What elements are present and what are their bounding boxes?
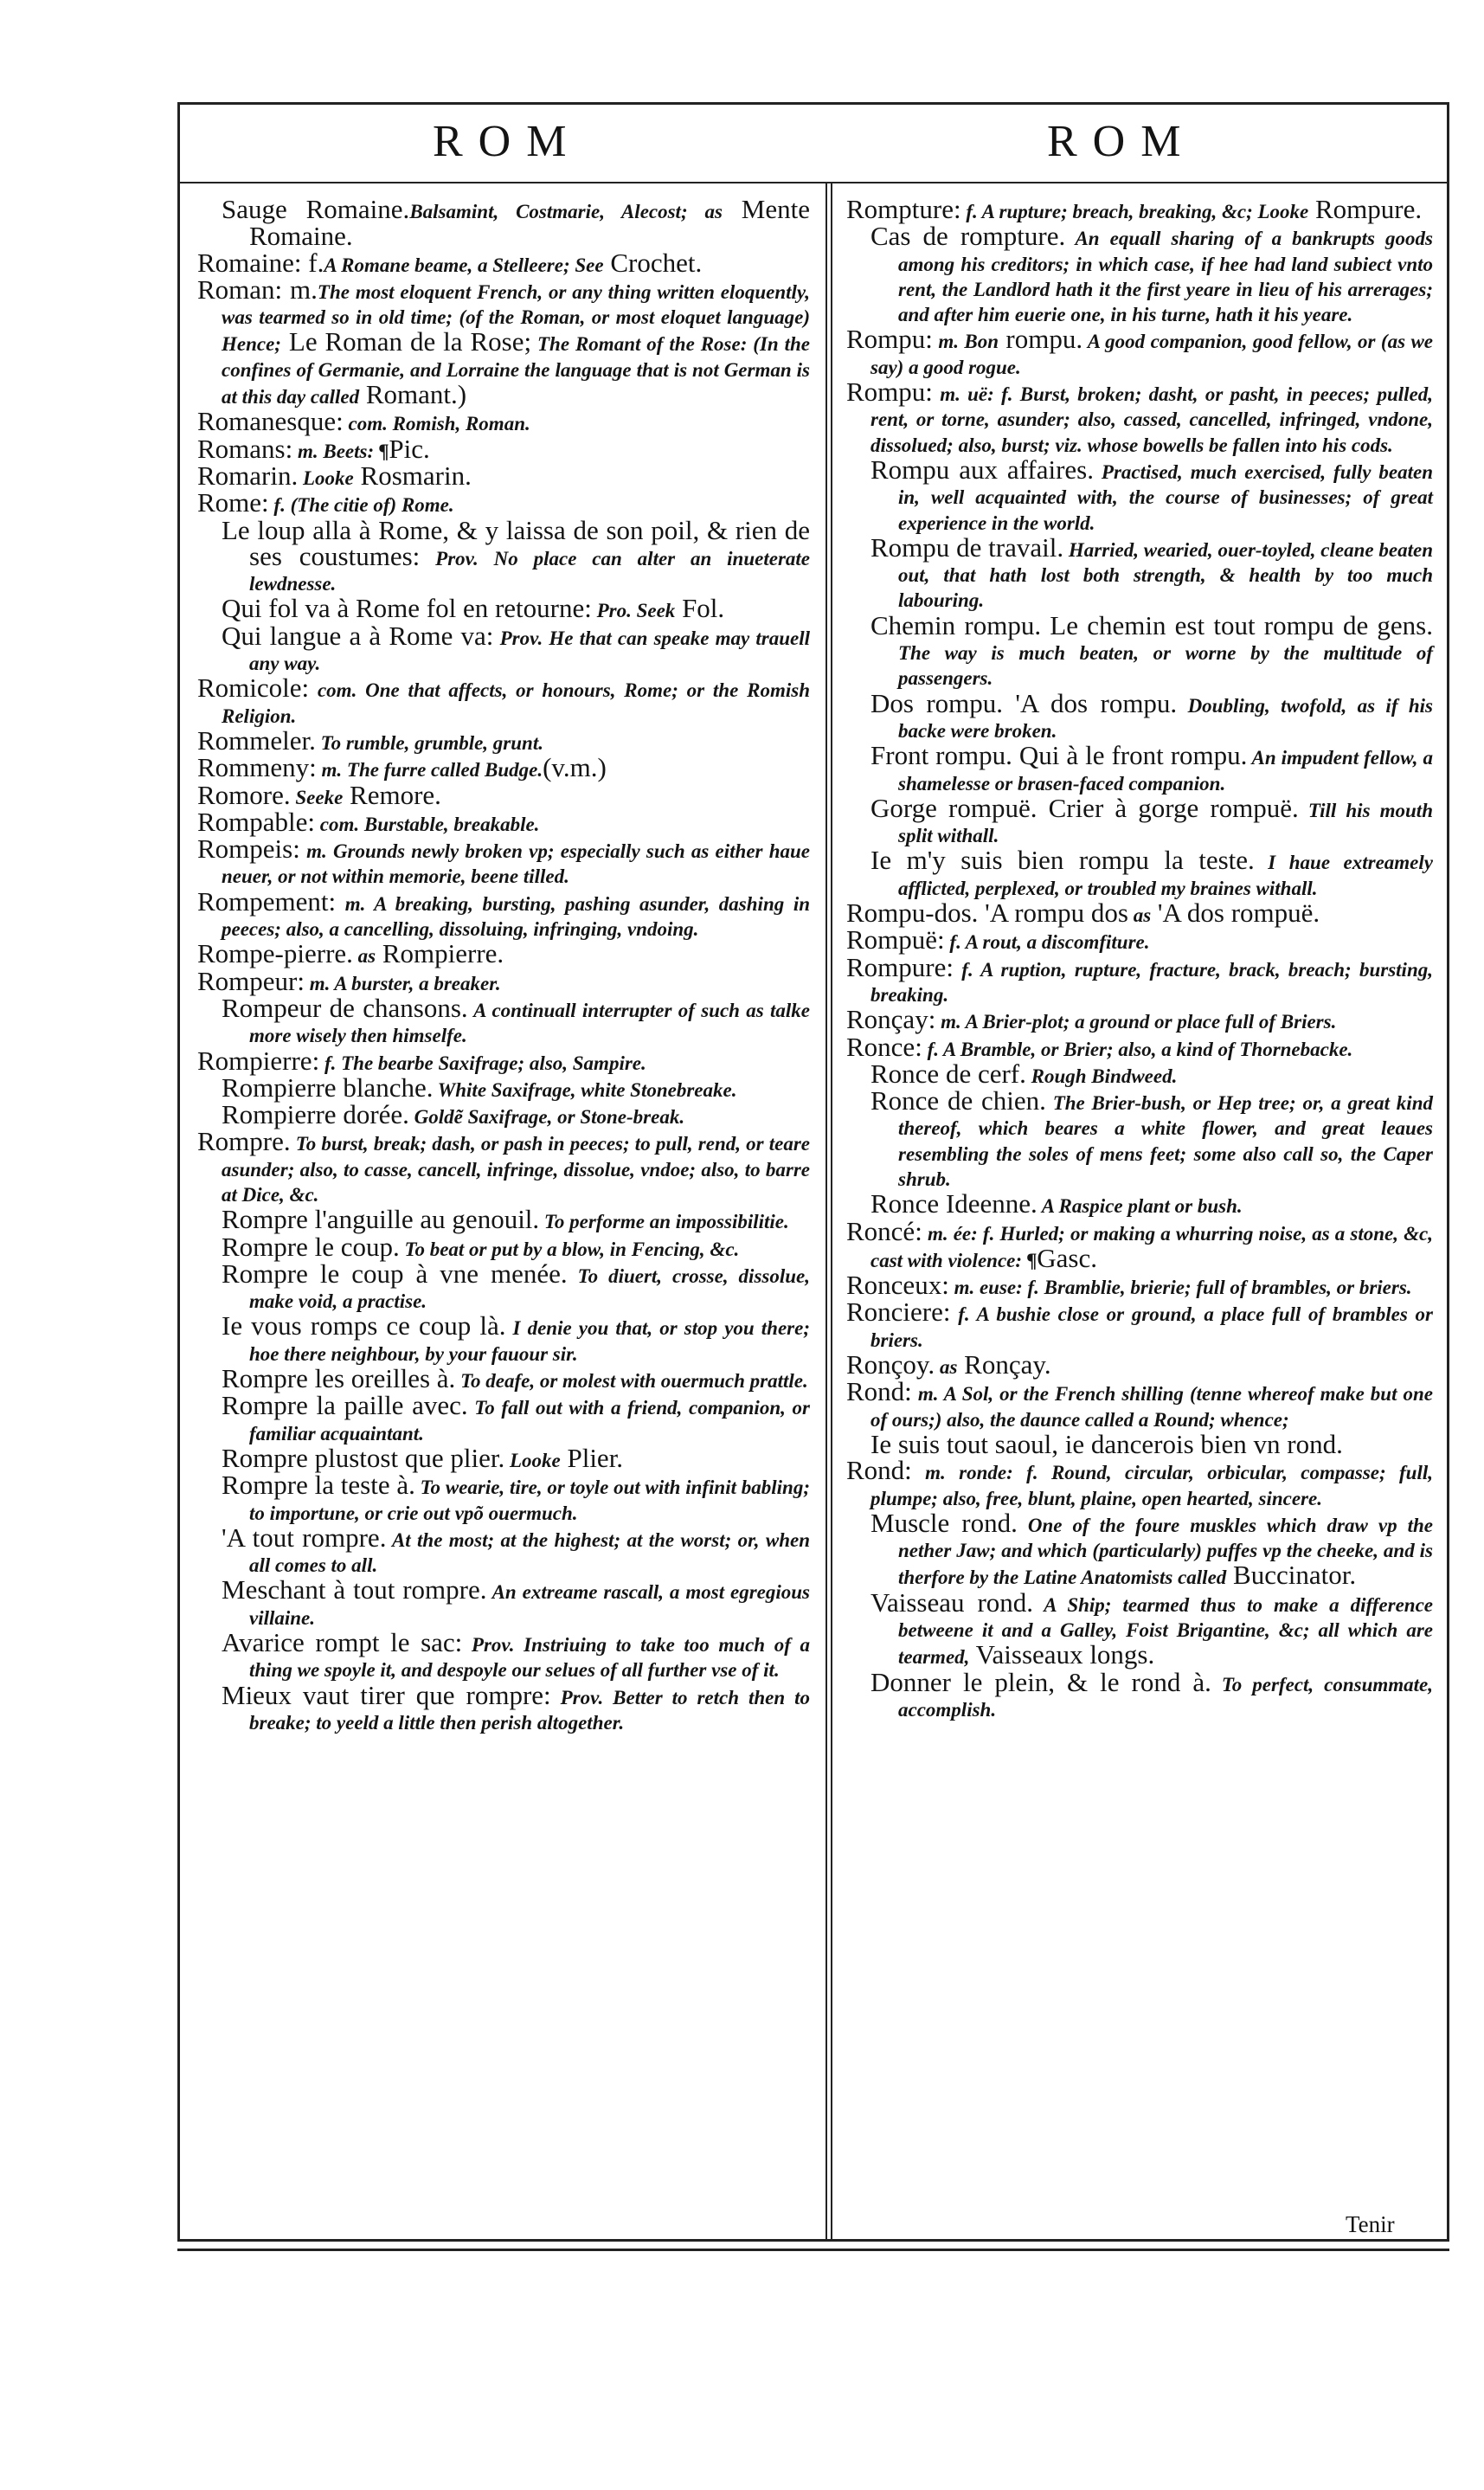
definition: Till his mouth split withall. — [898, 799, 1433, 847]
headword: Mieux vaut tirer que rompre: — [222, 1679, 551, 1710]
headword: Rompierre dorée. — [222, 1099, 409, 1130]
headword: Rompable: — [197, 806, 316, 837]
entry-text: Rosmarin. — [353, 460, 472, 491]
headword: Rompu aux affaires. — [870, 454, 1094, 485]
entry-text: Fol. — [675, 593, 725, 624]
dictionary-entry — [846, 1507, 1433, 1591]
entry-text: Mente Romaine. — [249, 194, 811, 252]
headword: Rome: — [197, 487, 269, 518]
headword: Rompuë: — [846, 924, 945, 955]
headword: Romaine: f. — [197, 247, 324, 278]
headword: Rompeis: — [197, 833, 300, 865]
dictionary-entry — [846, 454, 1433, 536]
headword: Rompre la teste à. — [222, 1470, 415, 1501]
headword: Ronce Ideenne. — [870, 1188, 1038, 1219]
dictionary-entry — [197, 514, 811, 597]
headword: Qui fol va à Rome fol en retourne: — [222, 593, 592, 624]
definition: as — [935, 1356, 958, 1379]
headword: Ronceux: — [846, 1270, 949, 1301]
dictionary-entry — [846, 1586, 1433, 1670]
definition: Looke — [504, 1449, 561, 1471]
definition: Practised, much exercised, fully beaten in, well acquainted with, the course of businesses; of great experience in the world. — [898, 460, 1433, 534]
definition: To deafe, or molest with ouermuch prattle. — [455, 1370, 808, 1393]
definition: At the most; at the highest; at the worst; or, when all comes to all. — [249, 1528, 810, 1577]
headword: Ie suis tout saoul, ie dancerois bien vn rond. — [870, 1428, 1343, 1459]
definition: Pro. Seek — [591, 600, 676, 622]
definition: m. ronde: f. Round, circular, orbicular, compasse; full, plumpe; also, free, blunt, plaine, open hearted, sincere. — [870, 1462, 1433, 1509]
definition: A good companion, good fellow, or (as we say) a good rogue. — [870, 331, 1433, 378]
entry-text: Vaisseaux longs. — [969, 1639, 1155, 1670]
headword: Ronçay: — [846, 1004, 936, 1035]
definition: f. A rupture; breach, breaking, &c; Looke — [960, 201, 1309, 222]
headword: Romanesque: — [197, 406, 344, 437]
definition: The most eloquent French, or any thing written eloquently, was tearmed so in old time; (of the Roman, or most eloquet language) Hence; — [222, 280, 811, 356]
entry-text: Ronçay. — [957, 1349, 1051, 1380]
entry-text: Plier. — [560, 1442, 624, 1473]
dictionary-entry — [846, 687, 1433, 744]
entry-text: Crochet. — [603, 247, 703, 278]
definition: f. A bushie close or ground, a place full of brambles or briers. — [870, 1303, 1433, 1351]
entry-text: Pic. — [389, 433, 430, 464]
definition: f. A ruption, rupture, fracture, brack, breach; bursting, breaking. — [870, 958, 1433, 1006]
definition: com. Romish, Roman. — [343, 413, 530, 435]
dictionary-entry — [846, 1188, 1433, 1219]
headword: Ronce: — [846, 1031, 922, 1062]
headword: Rompre la paille avec. — [222, 1390, 468, 1421]
headword: Rompure: — [846, 951, 954, 982]
headword: Rond: — [846, 1376, 912, 1407]
headword: Rommeler. — [197, 724, 316, 756]
headword: Vaisseau rond. — [870, 1586, 1034, 1618]
definition: com. One that affects, or honours, Rome; or the Romish Religion. — [222, 679, 810, 727]
headword: Donner le plein, & le rond à. — [870, 1666, 1211, 1697]
catchword: Tenir — [1346, 2211, 1395, 2237]
headword: Rompre plustost que plier. — [222, 1442, 505, 1473]
entry-text: (v.m.) — [543, 752, 607, 783]
entry-text: Gasc. — [1037, 1242, 1098, 1273]
definition: m. A Sol, or the French shilling (tenne whereof make but one of ours;) also, the daunce called a Round; whence; — [870, 1383, 1433, 1431]
definition: m. euse: f. Bramblie, brierie; full of brambles, or briers. — [948, 1277, 1412, 1299]
definition: Doubling, twofold, as if his backe were broken. — [898, 694, 1433, 742]
headword: Roncé: — [846, 1215, 922, 1246]
definition: A Romane beame, a Stelleere; See — [324, 254, 604, 276]
column-divider — [826, 183, 832, 2242]
entry-text: 'A dos rompuë. — [1151, 898, 1320, 929]
dictionary-entry — [846, 1666, 1433, 1723]
definition: Prov. Instriuing to take too much of a thing we spoyle it, and despoyle our selues of all further vse of it. — [249, 1634, 810, 1682]
header-rule — [177, 182, 1449, 183]
headword: Ronciere: — [846, 1296, 951, 1328]
headword: Rompeur: — [197, 965, 305, 996]
headword: Romarin. — [197, 460, 299, 491]
definition: The way is much beaten, or worne by the multitude of passengers. — [898, 642, 1433, 690]
dictionary-entry — [846, 1296, 1433, 1353]
definition: An extreame rascall, a most egregious villaine. — [249, 1581, 810, 1629]
headword: Ronce de cerf. — [870, 1058, 1026, 1089]
dictionary-entry — [846, 1085, 1433, 1192]
definition: as — [1127, 904, 1152, 927]
entry-text: Le Roman de la Rose; — [280, 326, 532, 357]
headword: Rompre l'anguille au genouil. — [222, 1204, 540, 1235]
headword: Ronce de chien. — [870, 1085, 1046, 1116]
definition: A continuall interrupter of such as talke more wisely then himselfe. — [249, 999, 810, 1047]
headword: Cas de rompture. — [870, 221, 1066, 252]
left-column — [197, 194, 811, 1735]
definition: Seeke — [290, 786, 344, 808]
headword: Rompre. — [197, 1126, 291, 1157]
entry-text: Remore. — [343, 779, 441, 810]
definition: Prov. No place can alter an inueterate lewdnesse. — [249, 547, 811, 595]
dictionary-entry — [197, 1258, 810, 1315]
dictionary-entry — [846, 1428, 1433, 1459]
headword: Rompre le coup. — [222, 1231, 400, 1262]
headword: Avarice rompt le sac: — [222, 1627, 463, 1658]
dictionary-entry — [197, 833, 810, 890]
definition: f. A Bramble, or Brier; also, a kind of Thornebacke. — [922, 1038, 1353, 1060]
definition: m. Beets: ¶ — [292, 440, 389, 462]
headword: Ronçoy. — [846, 1349, 935, 1380]
definition: Prov. He that can speake may trauell any way. — [249, 627, 810, 675]
headword: Rompture: — [846, 194, 961, 224]
headword: Muscle rond. — [870, 1507, 1018, 1538]
headword: Meschant à tout rompre. — [222, 1574, 487, 1605]
dictionary-entry — [846, 1376, 1433, 1432]
definition: The Brier-bush, or Hep tree; or, a great kind thereof, which beares a white flower, and great leaues resembling the soles of mens feet; some also call so, the Caper shrub. — [898, 1092, 1433, 1190]
dictionary-entry — [846, 376, 1433, 458]
dictionary-entry — [846, 1349, 1433, 1380]
definition: Prov. Better to retch then to breake; to yeeld a little then perish altogether. — [249, 1686, 810, 1734]
headword: Rond: — [846, 1455, 912, 1486]
definition: The Romant of the Rose: (In the confines of Germanie, and Lorraine the language that is not German is at this day called — [222, 333, 810, 409]
headword: Rompierre blanche. — [222, 1071, 434, 1103]
headword: Rompeur de chansons. — [222, 992, 468, 1023]
definition: m. A breaking, bursting, pashing asunder, dashing in peeces; also, a cancelling, dissoluing, infringing, vndoing. — [222, 892, 810, 941]
definition: One of the foure muskles which draw vp the nether Jaw; and which (particularly) puffes vp the cheeke, and is therfore by the Latine Anatomists called — [898, 1514, 1433, 1589]
headword: Dos rompu. 'A dos rompu. — [870, 687, 1178, 718]
dictionary-entry — [846, 845, 1433, 901]
dictionary-entry — [197, 1574, 810, 1631]
definition: Rough Bindweed. — [1025, 1065, 1178, 1087]
headword: Romicole: — [197, 672, 310, 704]
dictionary-entry — [846, 1215, 1433, 1274]
dictionary-entry — [846, 324, 1433, 380]
headword: Romore. — [197, 779, 291, 810]
headword: 'A tout rompre. — [222, 1522, 387, 1553]
definition: An impudent fellow, a shamelesse or brasen-faced companion. — [898, 747, 1433, 795]
definition: I haue extreamely afflicted, perplexed, or troubled my braines withall. — [898, 852, 1433, 899]
headword: Rompe-pierre. — [197, 938, 353, 969]
definition: To performe an impossibilitie. — [539, 1211, 789, 1233]
definition: f. The bearbe Saxifrage; also, Sampire. — [319, 1052, 646, 1074]
headword: Le loup alla à Rome, & y laissa de son poil, & rien de ses coustumes: — [222, 514, 810, 571]
definition: com. Burstable, breakable. — [315, 813, 540, 835]
dictionary-entry — [197, 1390, 810, 1446]
dictionary-entry — [197, 273, 811, 410]
dictionary-entry — [197, 194, 811, 252]
dictionary-entry — [197, 1679, 810, 1736]
definition: m. ée: f. Hurled; or making a whurring noise, as a stone, &c, cast with violence: ¶ — [870, 1222, 1433, 1271]
running-header-left: ROM — [433, 117, 582, 166]
definition: To diuert, crosse, dissolue, make void, a practise. — [249, 1264, 810, 1313]
definition: To perfect, consummate, accomplish. — [898, 1673, 1433, 1721]
dictionary-entry — [846, 609, 1433, 692]
dictionary-entry — [846, 792, 1433, 849]
headword: Rompu: — [846, 376, 933, 408]
dictionary-entry — [846, 531, 1434, 614]
headword: Romans: — [197, 433, 293, 464]
definition: An equall sharing of a bankrupts goods among his creditors; in which case, if hee had land subiect vnto rent, the Landlord hath it the first yeare in lieu of his arrerages; and after him euerie one, in his turne, hath it his yeare. — [898, 228, 1434, 326]
definition: m. Bon — [932, 331, 999, 353]
headword: Roman: m. — [197, 273, 318, 305]
entry-text: Buccinator. — [1226, 1560, 1357, 1591]
entry-text: Romant.) — [359, 379, 467, 410]
dictionary-entry — [197, 1310, 811, 1367]
dictionary-entry — [197, 460, 810, 491]
dictionary-entry — [197, 1126, 810, 1207]
headword: Rompement: — [197, 885, 337, 917]
headword: Rompu-dos. 'A rompu dos — [846, 898, 1128, 929]
definition: To fall out with a friend, companion, or familiar acquaintant. — [249, 1397, 810, 1444]
definition: f. A rout, a discomfiture. — [944, 931, 1150, 954]
definition: To beat or put by a blow, in Fencing, &c. — [399, 1238, 740, 1260]
dictionary-entry — [197, 885, 810, 943]
headword: Rompre les oreilles à. — [222, 1363, 456, 1394]
dictionary-entry — [846, 951, 1433, 1008]
headword: Chemin rompu. Le chemin est tout rompu de gens. — [870, 609, 1433, 640]
dictionary-entry — [846, 740, 1433, 796]
headword: Rompre le coup à vne menée. — [222, 1258, 568, 1289]
definition: Harried, wearied, ouer-toyled, cleane beaten out, that hath lost both strength, & health by too much labouring. — [898, 538, 1434, 612]
headword: Gorge rompuë. Crier à gorge rompuë. — [870, 792, 1299, 823]
dictionary-entry — [846, 221, 1434, 327]
definition: m. The furre called Budge. — [316, 759, 543, 782]
headword: Front rompu. Qui à le front rompu. — [870, 740, 1248, 771]
bottom-rule — [177, 2249, 1449, 2251]
dictionary-entry — [197, 1522, 810, 1579]
definition: m. A Brier-plot; a ground or place full of Briers. — [935, 1011, 1337, 1033]
definition: Balsamint, Costmarie, Alecost; as — [409, 201, 723, 222]
headword: Rompu de travail. — [870, 531, 1064, 563]
dictionary-entry — [197, 620, 810, 677]
definition: as — [352, 945, 376, 968]
headword: Qui langue a à Rome va: — [222, 620, 494, 651]
definition: To wearie, tire, or toyle out with infinit babling; to importune, or crie out vpõ ouermuch. — [249, 1477, 810, 1524]
definition: To rumble, grumble, grunt. — [315, 731, 543, 754]
headword: Ie m'y suis bien rompu la teste. — [870, 845, 1255, 876]
definition: To burst, break; dash, or pash in peeces; to pull, rend, or teare asunder; also, to casse, cancell, infringe, dissolue, vndoe; also, to barre at Dice, &c. — [222, 1133, 810, 1206]
definition: A Raspice plant or bush. — [1037, 1195, 1243, 1218]
headword: Sauge Romaine. — [222, 194, 410, 224]
definition: m. A burster, a breaker. — [305, 972, 501, 994]
definition: Looke — [298, 466, 354, 489]
definition: m. uë: f. Burst, broken; dasht, or pasht, in peeces; pulled, rent, or torne, asunder; also, cassed, cancelled, infringed, vndone, dissolued; also, burst; viz. whose bowells be fallen into his cods. — [870, 383, 1433, 456]
dictionary-entry — [197, 1470, 810, 1526]
definition: Goldẽ Saxifrage, or Stone-break. — [408, 1106, 685, 1129]
headword: Rompierre: — [197, 1045, 320, 1076]
definition: A Ship; tearmed thus to make a difference betweene it and a Galley, Foist Brigantine, &c; all which are tearmed, — [898, 1593, 1433, 1669]
running-header-right: ROM — [1047, 117, 1197, 166]
entry-text: Rompure. — [1308, 194, 1423, 224]
definition: f. (The citie of) Rome. — [268, 494, 454, 517]
right-column — [846, 194, 1434, 1722]
dictionary-entry — [846, 1455, 1433, 1511]
entry-text: Rompierre. — [376, 938, 504, 969]
headword: Rommeny: — [197, 752, 317, 783]
dictionary-entry — [846, 1004, 1433, 1035]
definition: m. Grounds newly broken vp; especially such as either haue neuer, or not within memorie, beene tilled. — [222, 840, 810, 888]
headword: Rompu: — [846, 324, 933, 355]
definition: White Saxifrage, white Stonebreake. — [433, 1078, 737, 1101]
dictionary-entry — [197, 992, 810, 1049]
dictionary-entry — [197, 1627, 810, 1683]
definition: I denie you that, or stop you there; hoe there neighbour, by your fauour sir. — [249, 1317, 811, 1365]
dictionary-entry — [197, 672, 810, 729]
entry-text: rompu. — [999, 324, 1083, 355]
headword: Ie vous romps ce coup là. — [222, 1310, 506, 1342]
